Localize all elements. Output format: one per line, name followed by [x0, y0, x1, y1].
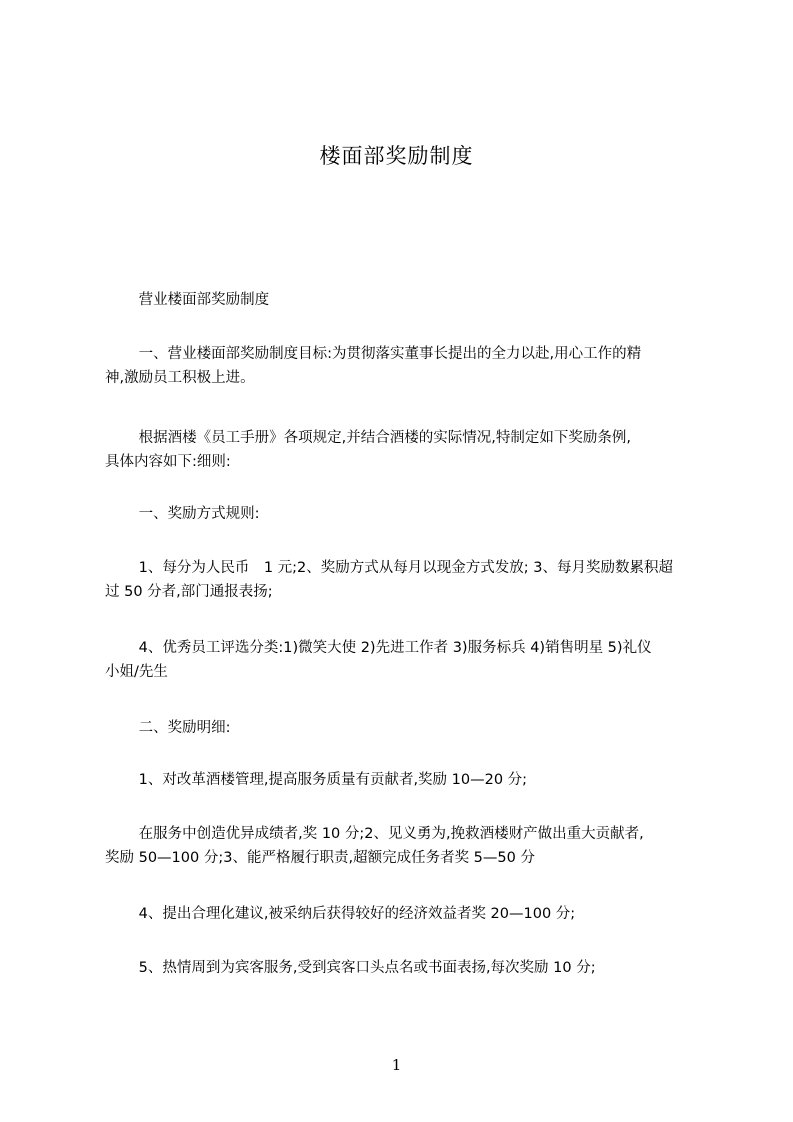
paragraph-line: 一、营业楼面部奖励制度目标:为贯彻落实董事长提出的全力以赴,用心工作的精	[105, 346, 642, 362]
paragraph-line: 一、奖励方式规则:	[105, 506, 260, 522]
paragraph-line: 奖励 50—100 分;3、能严格履行职责,超额完成任务者奖 5—50 分	[105, 850, 535, 866]
paragraph-line: 神,激励员工积极上进。	[105, 370, 255, 386]
section-heading-reward-details	[105, 716, 717, 740]
paragraph-goal	[105, 342, 717, 390]
page-title: 楼面部奖励制度	[319, 144, 474, 168]
paragraph-line: 1、对改革酒楼管理,提高服务质量有贡献者,奖励 10—20 分;	[105, 772, 528, 788]
paragraph-line: 在服务中创造优异成绩者,奖 10 分;2、见义勇为,挽救酒楼财产做出重大贡献者,	[105, 826, 644, 842]
section-heading-business-floor	[105, 288, 717, 312]
paragraph-reward-items-2-3	[105, 822, 717, 870]
paragraph-line: 根据酒楼《员工手册》各项规定,并结合酒楼的实际情况,特制定如下奖励条例,	[105, 430, 631, 446]
paragraph-line: 过 50 分者,部门通报表扬;	[105, 584, 273, 600]
paragraph-line: 营业楼面部奖励制度	[105, 292, 270, 308]
paragraph-line: 1、每分为人民币 1 元;2、奖励方式从每月以现金方式发放; 3、每月奖励数累积超	[105, 560, 673, 576]
paragraph-rules-detail	[105, 556, 717, 604]
paragraph-excellent-staff	[105, 636, 717, 684]
paragraph-reward-item-5	[105, 956, 717, 980]
paragraph-line: 小姐/先生	[105, 664, 168, 680]
page-number: 1	[391, 1056, 402, 1074]
paragraph-line: 5、热情周到为宾客服务,受到宾客口头点名或书面表扬,每次奖励 10 分;	[105, 960, 596, 976]
paragraph-reward-item-4	[105, 902, 717, 926]
paragraph-line: 二、奖励明细:	[105, 720, 231, 736]
paragraph-basis	[105, 426, 717, 474]
paragraph-reward-item-1	[105, 768, 717, 792]
paragraph-line: 具体内容如下:细则:	[105, 454, 231, 470]
paragraph-line: 4、提出合理化建议,被采纳后获得较好的经济效益者奖 20—100 分;	[105, 906, 576, 922]
section-heading-reward-rules	[105, 502, 717, 526]
paragraph-line: 4、优秀员工评选分类:1)微笑大使 2)先进工作者 3)服务标兵 4)销售明星 5)礼仪	[105, 640, 652, 656]
